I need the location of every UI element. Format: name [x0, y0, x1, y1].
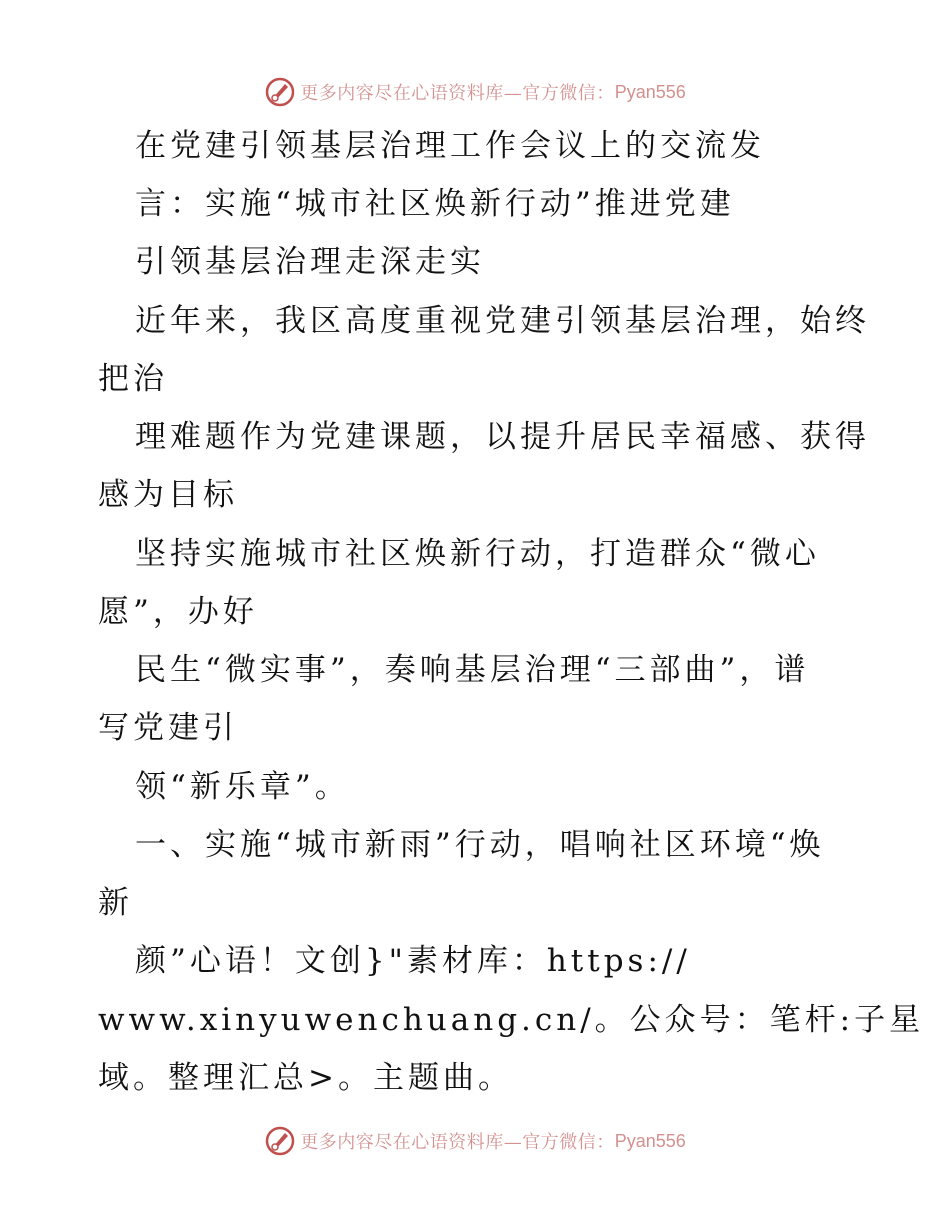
- footer-banner: [0, 1121, 950, 1161]
- banner-wechat-id: Pyan556: [614, 81, 686, 102]
- paragraph-line: 把治: [98, 361, 168, 397]
- header-banner: [0, 72, 950, 112]
- paragraph-line: 写党建引: [98, 710, 238, 746]
- brush-logo-icon: [264, 76, 296, 108]
- banner-text: 更多内容尽在心语资料库—官方微信：: [300, 1132, 615, 1153]
- section-heading-line: 一、实施“城市新雨”行动，唱响社区环境“焕: [135, 827, 825, 863]
- title-line: 引领基层治理走深走实: [135, 244, 485, 280]
- paragraph-line: 理难题作为党建课题，以提升居民幸福感、获得: [135, 419, 870, 455]
- paragraph-line: 域。整理汇总>。主题曲。: [98, 1060, 513, 1096]
- section-heading-line: 新: [98, 885, 133, 921]
- paragraph-line: 愿”，办好: [98, 594, 258, 630]
- banner-wechat-id: Pyan556: [614, 1130, 686, 1151]
- paragraph-line: www.xinyuwenchuang.cn/。公众号：笔杆:子星: [98, 1002, 925, 1038]
- paragraph-line: 近年来，我区高度重视党建引领基层治理，始终: [135, 303, 870, 339]
- paragraph-line: 感为目标: [98, 477, 238, 513]
- paragraph-line: 民生“微实事”，奏响基层治理“三部曲”，谱: [135, 652, 810, 688]
- title-line: 言：实施“城市社区焕新行动”推进党建: [135, 186, 735, 222]
- paragraph-line: 坚持实施城市社区焕新行动，打造群众“微心: [135, 536, 820, 572]
- paragraph-line: 领“新乐章”。: [135, 769, 350, 805]
- banner-text: 更多内容尽在心语资料库—官方微信：: [300, 83, 615, 104]
- paragraph-line: 颜”心语！文创}"素材库：https://: [135, 943, 691, 979]
- brush-logo-icon: [264, 1125, 296, 1157]
- title-line: 在党建引领基层治理工作会议上的交流发: [135, 128, 765, 164]
